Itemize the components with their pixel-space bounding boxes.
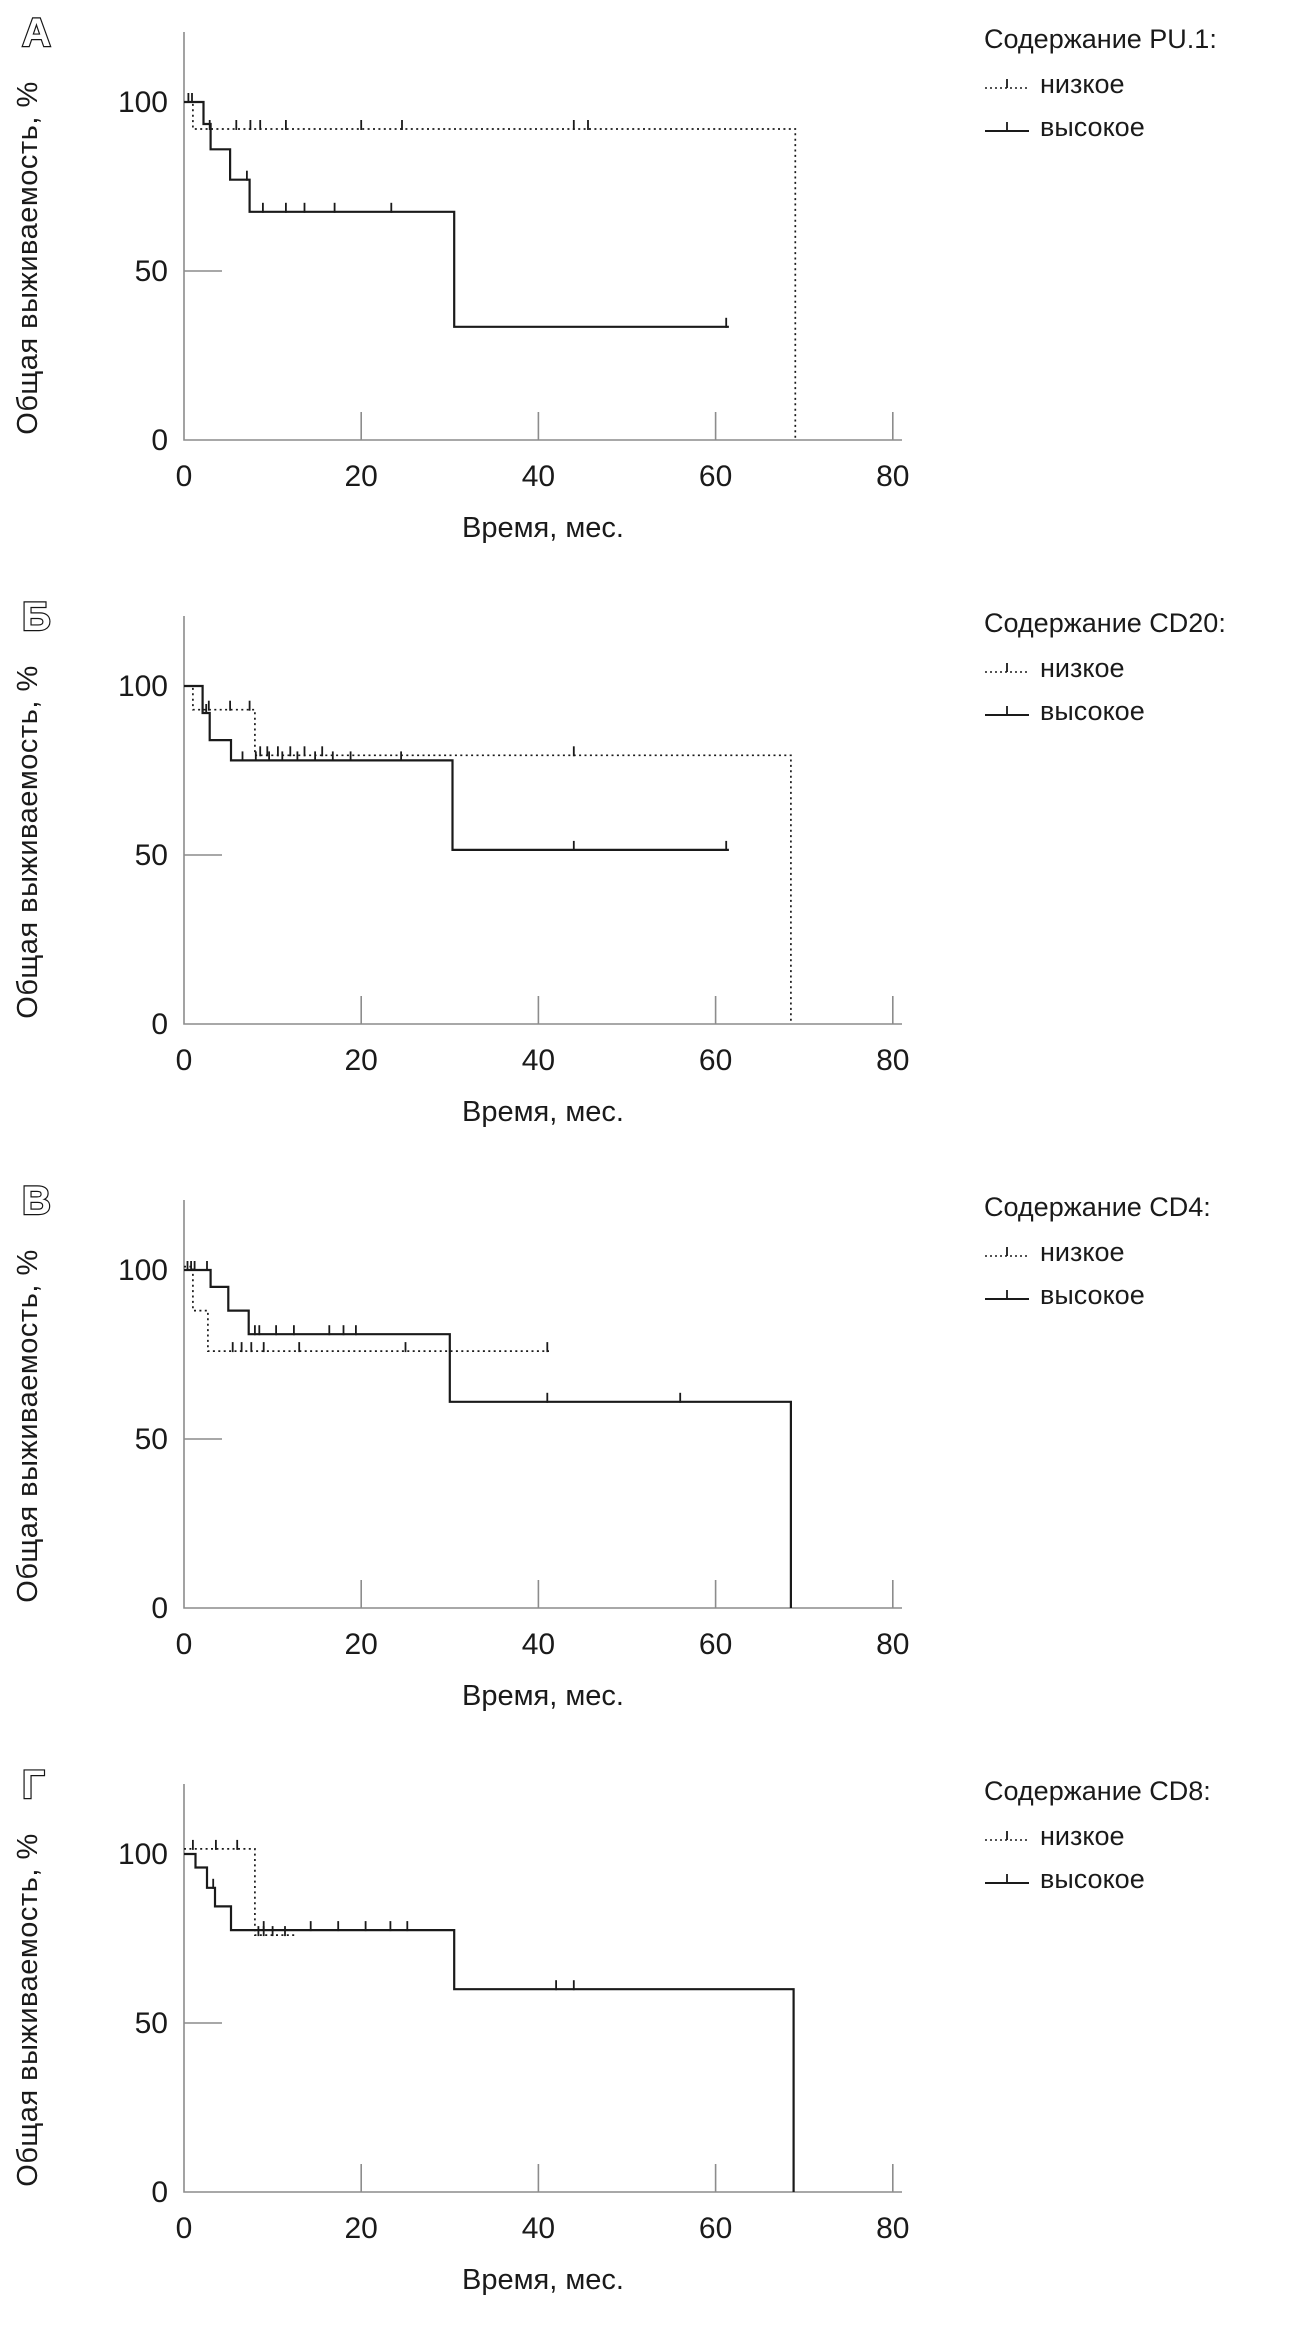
x-axis-title: Время, мес. — [462, 512, 624, 544]
y-axis-title: Общая выживаемость, % — [12, 1249, 44, 1603]
km-curve-dotted — [184, 686, 791, 1024]
x-tick-label: 20 — [344, 2212, 378, 2245]
x-tick-label: 60 — [698, 460, 733, 493]
legend-label-low: низкое — [1040, 1237, 1125, 1267]
y-tick-label: 100 — [117, 86, 168, 119]
x-tick-label: 40 — [521, 460, 556, 493]
dotted-line-icon — [984, 659, 1030, 679]
x-tick-label: 20 — [344, 460, 378, 493]
x-axis-title: Время, мес. — [462, 1096, 624, 1128]
legend-title: Содержание CD20: — [984, 608, 1226, 638]
panel-letter: Г — [22, 1763, 45, 1807]
km-curve-dotted — [184, 1849, 296, 1935]
y-axis-title: Общая выживаемость, % — [12, 81, 44, 435]
x-tick-label: 80 — [876, 1628, 910, 1661]
solid-line-icon — [984, 1870, 1030, 1890]
solid-line-icon — [984, 118, 1030, 138]
dotted-line-icon — [984, 75, 1030, 95]
panel-letter: Б — [22, 595, 51, 639]
panel-letter: В — [22, 1179, 51, 1223]
km-curve-dotted — [184, 102, 795, 440]
legend — [984, 24, 1217, 143]
panel-b — [0, 584, 1295, 1168]
km-curve-solid — [184, 1270, 791, 1608]
axes — [184, 32, 902, 440]
x-tick-label: 0 — [175, 1628, 193, 1661]
panel-a — [0, 0, 1295, 584]
x-axis-title: Время, мес. — [462, 1680, 624, 1712]
x-tick-label: 80 — [876, 460, 910, 493]
x-tick-label: 60 — [698, 1628, 733, 1661]
solid-line-icon — [984, 1286, 1030, 1306]
legend — [984, 608, 1226, 727]
legend-item-high — [984, 112, 1217, 143]
y-tick-label: 100 — [117, 670, 168, 703]
km-curve-solid — [184, 686, 729, 850]
legend-label-high: высокое — [1040, 112, 1145, 142]
legend — [984, 1192, 1211, 1311]
legend-item-high — [984, 696, 1226, 727]
x-tick-label: 0 — [175, 460, 193, 493]
legend-label-low: низкое — [1040, 1821, 1125, 1851]
legend-title: Содержание CD4: — [984, 1192, 1211, 1222]
legend-label-high: высокое — [1040, 696, 1145, 726]
legend-label-low: низкое — [1040, 653, 1125, 683]
y-tick-label: 0 — [151, 2176, 168, 2209]
y-axis-title: Общая выживаемость, % — [12, 1833, 44, 2187]
axes — [184, 616, 902, 1024]
km-curve-dotted — [184, 1267, 549, 1352]
y-tick-label: 0 — [151, 424, 168, 457]
y-tick-label: 50 — [134, 2007, 168, 2040]
x-tick-label: 80 — [876, 2212, 910, 2245]
x-tick-label: 40 — [521, 1628, 556, 1661]
legend-label-high: высокое — [1040, 1280, 1145, 1310]
dotted-line-icon — [984, 1243, 1030, 1263]
panel-letter: А — [22, 11, 51, 55]
legend-item-low — [984, 653, 1226, 684]
y-tick-label: 100 — [117, 1838, 168, 1871]
legend-item-low — [984, 1237, 1211, 1268]
solid-line-icon — [984, 702, 1030, 722]
y-tick-label: 50 — [134, 1423, 168, 1456]
legend-title: Содержание PU.1: — [984, 24, 1217, 54]
legend-item-low — [984, 1821, 1211, 1852]
y-tick-label: 100 — [117, 1254, 168, 1287]
y-tick-label: 50 — [134, 255, 168, 288]
x-tick-label: 20 — [344, 1628, 378, 1661]
dotted-line-icon — [984, 1827, 1030, 1847]
legend-item-high — [984, 1864, 1211, 1895]
x-tick-label: 20 — [344, 1044, 378, 1077]
km-curve-solid — [184, 102, 729, 327]
legend-label-low: низкое — [1040, 69, 1125, 99]
y-tick-label: 50 — [134, 839, 168, 872]
x-tick-label: 80 — [876, 1044, 910, 1077]
y-tick-label: 0 — [151, 1008, 168, 1041]
km-curve-solid — [184, 1854, 794, 2192]
legend — [984, 1776, 1211, 1895]
x-tick-label: 60 — [698, 1044, 733, 1077]
x-tick-label: 0 — [175, 2212, 193, 2245]
x-tick-label: 60 — [698, 2212, 733, 2245]
legend-item-low — [984, 69, 1217, 100]
x-tick-label: 40 — [521, 1044, 556, 1077]
x-tick-label: 0 — [175, 1044, 193, 1077]
panel-v — [0, 1168, 1295, 1752]
y-tick-label: 0 — [151, 1592, 168, 1625]
y-axis-title: Общая выживаемость, % — [12, 665, 44, 1019]
panel-g — [0, 1752, 1295, 2336]
axes — [184, 1200, 902, 1608]
legend-label-high: высокое — [1040, 1864, 1145, 1894]
x-axis-title: Время, мес. — [462, 2264, 624, 2296]
x-tick-label: 40 — [521, 2212, 556, 2245]
legend-title: Содержание CD8: — [984, 1776, 1211, 1806]
legend-item-high — [984, 1280, 1211, 1311]
